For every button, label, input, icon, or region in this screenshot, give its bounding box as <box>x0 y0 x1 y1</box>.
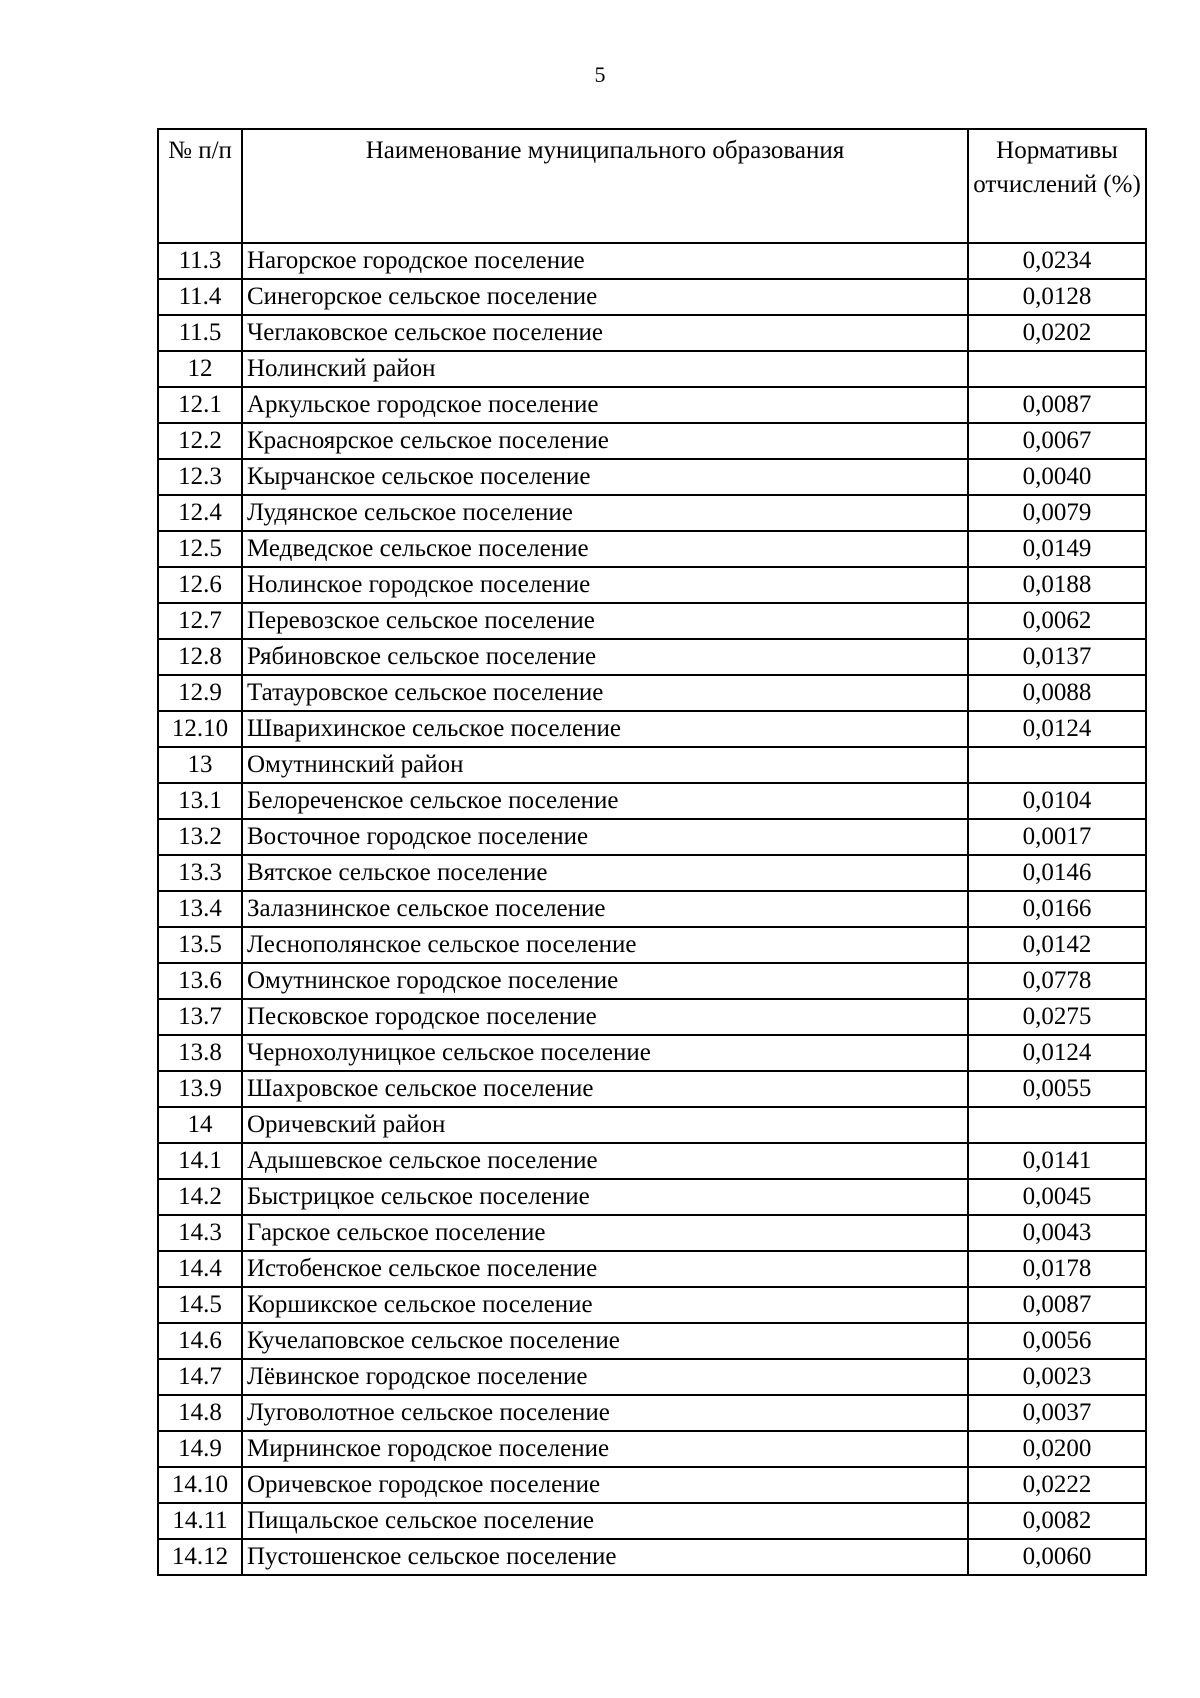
row-deduction-norm: 0,0124 <box>968 1035 1146 1071</box>
table-row <box>158 1179 1146 1215</box>
row-number: 12.8 <box>158 639 242 675</box>
table-row <box>158 999 1146 1035</box>
table-row <box>158 603 1146 639</box>
table-row <box>158 459 1146 495</box>
table-row <box>158 1107 1146 1143</box>
row-municipality-name: Песковское городское поселение <box>242 999 968 1035</box>
row-number: 14.8 <box>158 1395 242 1431</box>
row-number: 14.10 <box>158 1467 242 1503</box>
row-number: 12.6 <box>158 567 242 603</box>
table-row <box>158 1467 1146 1503</box>
row-number: 12.4 <box>158 495 242 531</box>
row-deduction-norm: 0,0104 <box>968 783 1146 819</box>
table-row <box>158 1431 1146 1467</box>
row-municipality-name: Мирнинское городское поселение <box>242 1431 968 1467</box>
row-number: 14.11 <box>158 1503 242 1539</box>
table-header-row <box>158 129 1146 243</box>
table-row <box>158 1251 1146 1287</box>
page-number: 5 <box>594 62 606 87</box>
row-deduction-norm: 0,0023 <box>968 1359 1146 1395</box>
row-number: 14.4 <box>158 1251 242 1287</box>
row-number: 13.1 <box>158 783 242 819</box>
row-deduction-norm: 0,0060 <box>968 1539 1146 1575</box>
row-municipality-name: Омутнинский район <box>242 747 968 783</box>
row-deduction-norm <box>968 351 1146 387</box>
row-number: 12.9 <box>158 675 242 711</box>
row-deduction-norm: 0,0124 <box>968 711 1146 747</box>
table-row <box>158 567 1146 603</box>
table-row <box>158 963 1146 999</box>
row-municipality-name: Истобенское сельское поселение <box>242 1251 968 1287</box>
row-municipality-name: Медведское сельское поселение <box>242 531 968 567</box>
row-municipality-name: Пищальское сельское поселение <box>242 1503 968 1539</box>
row-number: 13.3 <box>158 855 242 891</box>
table-row <box>158 1035 1146 1071</box>
row-municipality-name: Белореченское сельское поселение <box>242 783 968 819</box>
row-deduction-norm: 0,0062 <box>968 603 1146 639</box>
row-municipality-name: Перевозское сельское поселение <box>242 603 968 639</box>
table-row <box>158 855 1146 891</box>
table-row <box>158 1395 1146 1431</box>
row-municipality-name: Омутнинское городское поселение <box>242 963 968 999</box>
row-number: 12.10 <box>158 711 242 747</box>
row-municipality-name: Лёвинское городское поселение <box>242 1359 968 1395</box>
row-municipality-name: Гарское сельское поселение <box>242 1215 968 1251</box>
row-municipality-name: Шварихинское сельское поселение <box>242 711 968 747</box>
table-row <box>158 1287 1146 1323</box>
row-number: 14.6 <box>158 1323 242 1359</box>
row-number: 12.1 <box>158 387 242 423</box>
row-municipality-name: Восточное городское поселение <box>242 819 968 855</box>
table-row <box>158 711 1146 747</box>
table-row <box>158 1215 1146 1251</box>
row-deduction-norm: 0,0079 <box>968 495 1146 531</box>
row-deduction-norm: 0,0056 <box>968 1323 1146 1359</box>
table-row <box>158 927 1146 963</box>
row-deduction-norm: 0,0166 <box>968 891 1146 927</box>
row-municipality-name: Чеглаковское сельское поселение <box>242 315 968 351</box>
row-municipality-name: Леснополянское сельское поселение <box>242 927 968 963</box>
table-row <box>158 783 1146 819</box>
table-row <box>158 675 1146 711</box>
row-number: 14 <box>158 1107 242 1143</box>
row-number: 13.7 <box>158 999 242 1035</box>
table-row <box>158 531 1146 567</box>
row-deduction-norm: 0,0128 <box>968 279 1146 315</box>
row-municipality-name: Шахровское сельское поселение <box>242 1071 968 1107</box>
row-deduction-norm: 0,0200 <box>968 1431 1146 1467</box>
row-municipality-name: Лудянское сельское поселение <box>242 495 968 531</box>
row-municipality-name: Оричевское городское поселение <box>242 1467 968 1503</box>
row-number: 12 <box>158 351 242 387</box>
row-deduction-norm: 0,0137 <box>968 639 1146 675</box>
row-municipality-name: Кучелаповское сельское поселение <box>242 1323 968 1359</box>
header-deduction-norms: Нормативы отчислений (%) <box>968 129 1146 243</box>
row-municipality-name: Рябиновское сельское поселение <box>242 639 968 675</box>
row-municipality-name: Быстрицкое сельское поселение <box>242 1179 968 1215</box>
row-deduction-norm: 0,0017 <box>968 819 1146 855</box>
table-row <box>158 747 1146 783</box>
row-number: 11.5 <box>158 315 242 351</box>
row-number: 14.7 <box>158 1359 242 1395</box>
row-municipality-name: Оричевский район <box>242 1107 968 1143</box>
row-number: 13.4 <box>158 891 242 927</box>
row-deduction-norm: 0,0146 <box>968 855 1146 891</box>
table-row <box>158 243 1146 279</box>
table-row <box>158 1539 1146 1575</box>
table-row <box>158 495 1146 531</box>
table-row <box>158 315 1146 351</box>
table-row <box>158 1503 1146 1539</box>
table-row <box>158 1071 1146 1107</box>
row-number: 14.2 <box>158 1179 242 1215</box>
row-number: 13.2 <box>158 819 242 855</box>
row-deduction-norm: 0,0222 <box>968 1467 1146 1503</box>
table-row <box>158 1143 1146 1179</box>
row-municipality-name: Синегорское сельское поселение <box>242 279 968 315</box>
row-number: 11.3 <box>158 243 242 279</box>
row-number: 14.12 <box>158 1539 242 1575</box>
row-number: 13.8 <box>158 1035 242 1071</box>
row-deduction-norm <box>968 747 1146 783</box>
row-number: 12.5 <box>158 531 242 567</box>
row-municipality-name: Нолинское городское поселение <box>242 567 968 603</box>
table-row <box>158 1323 1146 1359</box>
row-number: 11.4 <box>158 279 242 315</box>
table-row <box>158 387 1146 423</box>
row-deduction-norm: 0,0040 <box>968 459 1146 495</box>
row-number: 13.9 <box>158 1071 242 1107</box>
row-deduction-norm: 0,0142 <box>968 927 1146 963</box>
row-municipality-name: Залазнинское сельское поселение <box>242 891 968 927</box>
row-deduction-norm: 0,0082 <box>968 1503 1146 1539</box>
row-number: 12.2 <box>158 423 242 459</box>
norms-table <box>157 128 1147 1576</box>
row-number: 13 <box>158 747 242 783</box>
row-municipality-name: Адышевское сельское поселение <box>242 1143 968 1179</box>
row-deduction-norm: 0,0778 <box>968 963 1146 999</box>
table-row <box>158 891 1146 927</box>
row-municipality-name: Красноярское сельское поселение <box>242 423 968 459</box>
row-number: 14.5 <box>158 1287 242 1323</box>
table-row <box>158 279 1146 315</box>
table-row <box>158 1359 1146 1395</box>
row-deduction-norm: 0,0178 <box>968 1251 1146 1287</box>
table-row <box>158 639 1146 675</box>
row-number: 13.6 <box>158 963 242 999</box>
row-municipality-name: Татауровское сельское поселение <box>242 675 968 711</box>
table-row <box>158 819 1146 855</box>
row-deduction-norm: 0,0037 <box>968 1395 1146 1431</box>
header-municipality-name: Наименование муниципального образования <box>242 129 968 243</box>
row-municipality-name: Вятское сельское поселение <box>242 855 968 891</box>
row-municipality-name: Нагорское городское поселение <box>242 243 968 279</box>
table-row <box>158 423 1146 459</box>
row-deduction-norm <box>968 1107 1146 1143</box>
row-deduction-norm: 0,0055 <box>968 1071 1146 1107</box>
row-deduction-norm: 0,0275 <box>968 999 1146 1035</box>
row-deduction-norm: 0,0045 <box>968 1179 1146 1215</box>
header-number: № п/п <box>158 129 242 243</box>
row-municipality-name: Коршикское сельское поселение <box>242 1287 968 1323</box>
row-municipality-name: Чернохолуницкое сельское поселение <box>242 1035 968 1071</box>
row-deduction-norm: 0,0234 <box>968 243 1146 279</box>
row-municipality-name: Кырчанское сельское поселение <box>242 459 968 495</box>
row-number: 13.5 <box>158 927 242 963</box>
row-municipality-name: Нолинский район <box>242 351 968 387</box>
row-deduction-norm: 0,0141 <box>968 1143 1146 1179</box>
row-deduction-norm: 0,0043 <box>968 1215 1146 1251</box>
row-deduction-norm: 0,0067 <box>968 423 1146 459</box>
row-deduction-norm: 0,0088 <box>968 675 1146 711</box>
row-deduction-norm: 0,0149 <box>968 531 1146 567</box>
row-municipality-name: Луговолотное сельское поселение <box>242 1395 968 1431</box>
row-deduction-norm: 0,0202 <box>968 315 1146 351</box>
row-deduction-norm: 0,0188 <box>968 567 1146 603</box>
row-number: 12.7 <box>158 603 242 639</box>
row-number: 14.3 <box>158 1215 242 1251</box>
table-body <box>158 243 1146 1575</box>
row-number: 12.3 <box>158 459 242 495</box>
row-deduction-norm: 0,0087 <box>968 1287 1146 1323</box>
row-municipality-name: Аркульское городское поселение <box>242 387 968 423</box>
row-municipality-name: Пустошенское сельское поселение <box>242 1539 968 1575</box>
row-number: 14.1 <box>158 1143 242 1179</box>
table-row <box>158 351 1146 387</box>
row-deduction-norm: 0,0087 <box>968 387 1146 423</box>
row-number: 14.9 <box>158 1431 242 1467</box>
